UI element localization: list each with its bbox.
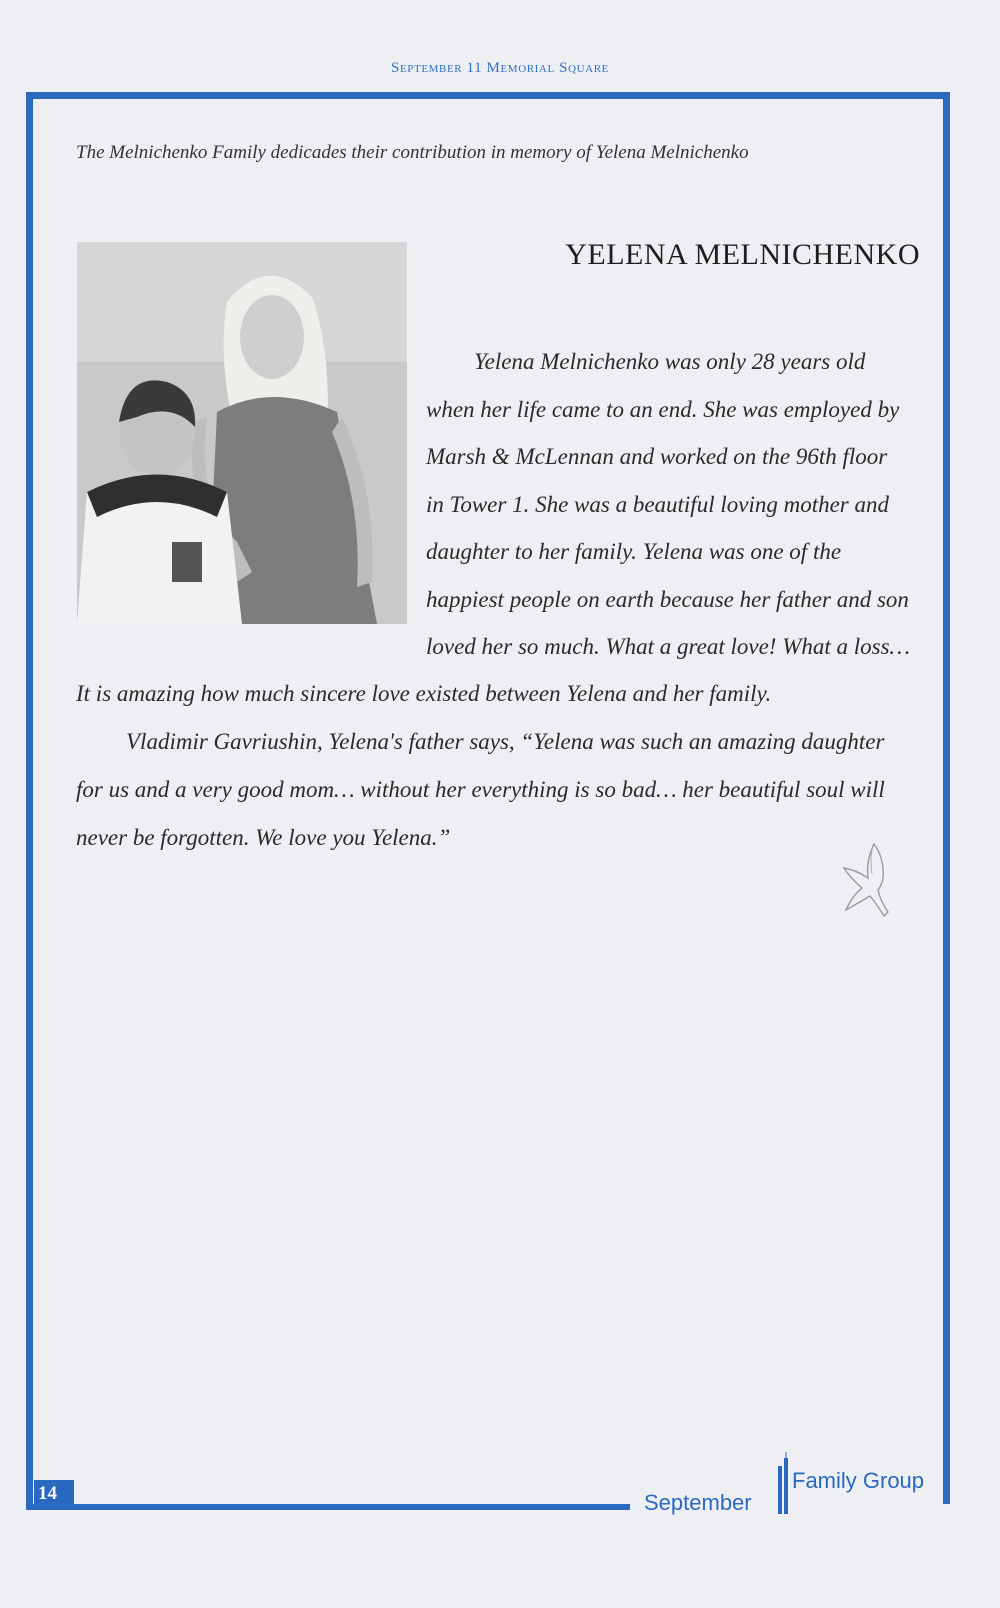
- side-paragraph: [426, 338, 920, 671]
- twin-towers-icon: [776, 1452, 790, 1514]
- person-name-heading: YELENA MELNICHENKO: [565, 238, 920, 271]
- side-line: when her life came to an end. She was employed by: [426, 396, 900, 422]
- side-line: Marsh & McLennan and worked on the 96th floor: [426, 444, 888, 469]
- dove-icon: [826, 840, 896, 926]
- memorial-photo: [77, 242, 407, 624]
- page-number: 14: [34, 1480, 74, 1506]
- side-line: loved her so much. What a great love! What a loss…: [426, 634, 910, 659]
- family-group-logo: [642, 1452, 942, 1522]
- side-line: daughter to her family. Yelena was one of the: [426, 539, 842, 564]
- side-line: Yelena Melnichenko was only 28 years old: [474, 349, 866, 374]
- photo-icon: [77, 242, 407, 624]
- running-head: September 11 Memorial Square: [391, 60, 609, 76]
- logo-september-text: September: [644, 1490, 752, 1515]
- side-line: happiest people on earth because her father and son: [426, 586, 909, 612]
- full-line: for us and a very good mom… without her everything is so bad… her beautiful soul will: [76, 777, 885, 802]
- full-line: never be forgotten. We love you Yelena.”: [76, 825, 451, 850]
- dedication-line: The Melnichenko Family dedicades their contribution in memory of Yelena Melnichenko: [76, 142, 749, 163]
- full-line: Vladimir Gavriushin, Yelena's father says, “Yelena was such an amazing daughter: [126, 729, 885, 754]
- page-frame-bottom: [26, 1504, 630, 1510]
- logo-family-group-text: Family Group: [792, 1468, 925, 1493]
- side-line: in Tower 1. She was a beautiful loving mother and: [426, 491, 889, 517]
- full-line: It is amazing how much sincere love existed between Yelena and her family.: [76, 681, 772, 706]
